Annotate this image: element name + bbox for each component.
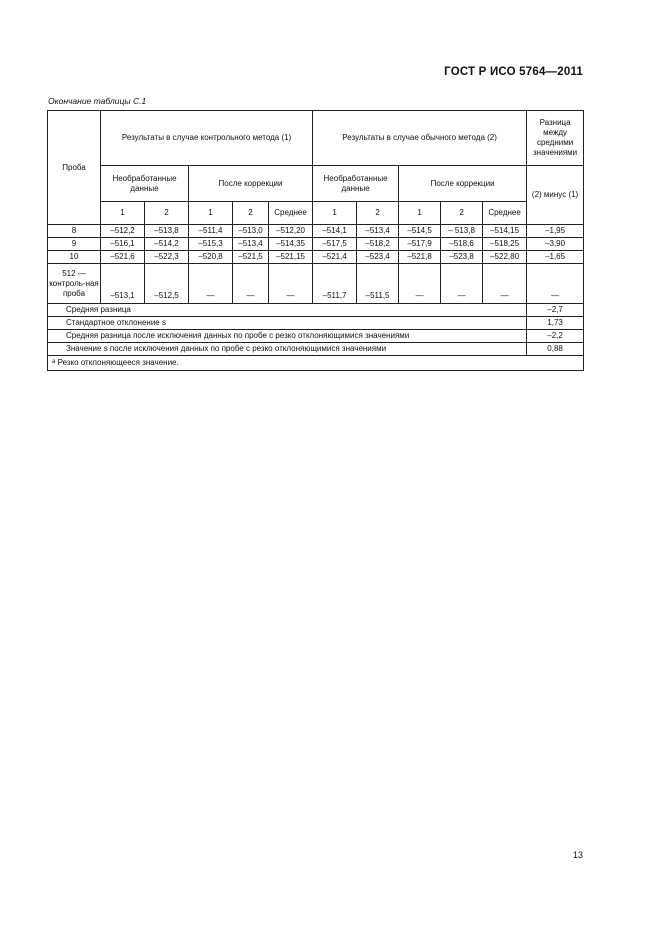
cell-value: –512,20: [269, 225, 313, 238]
cell-value: –514,2: [145, 238, 189, 251]
header-col-mean: Среднее: [483, 202, 527, 225]
summary-row: [48, 343, 584, 356]
control-sample-row: [48, 264, 584, 304]
cell-value: –511,4: [189, 225, 233, 238]
footnote-text: Резко отклоняющееся значение.: [57, 358, 179, 367]
header-usual-method: Результаты в случае обычного метода (2): [313, 111, 527, 166]
cell-value: –513,4: [357, 225, 399, 238]
cell-value: –514,1: [313, 225, 357, 238]
cell-value: –514,15: [483, 225, 527, 238]
cell-value: –513,8: [145, 225, 189, 238]
cell-value: –511,7: [313, 264, 357, 304]
summary-row: [48, 330, 584, 343]
cell-value: –518,2: [357, 238, 399, 251]
header-difference: Разница между средними значениями: [527, 111, 584, 166]
summary-value: –2,2: [527, 330, 584, 343]
cell-value: –1,65: [527, 251, 584, 264]
cell-value: –521,15: [269, 251, 313, 264]
header-usual-raw: Необработанные данные: [313, 166, 399, 202]
cell-value: –513,4: [233, 238, 269, 251]
header-col-1: 1: [101, 202, 145, 225]
header-row-2: [48, 166, 584, 202]
cell-value: —: [233, 264, 269, 304]
cell-value: –521,5: [233, 251, 269, 264]
cell-value: –1,95: [527, 225, 584, 238]
results-table: [47, 110, 584, 371]
header-row-3: [48, 202, 584, 225]
cell-value: –513,0: [233, 225, 269, 238]
cell-value: –513,1: [101, 264, 145, 304]
page-number: 13: [572, 850, 583, 860]
cell-value: –3,90: [527, 238, 584, 251]
header-col-2: 2: [441, 202, 483, 225]
cell-value: —: [269, 264, 313, 304]
header-row-1: [48, 111, 584, 166]
cell-value: —: [441, 264, 483, 304]
header-control-raw: Необработанные данные: [101, 166, 189, 202]
header-diff-formula: (2) минус (1): [527, 166, 584, 225]
cell-value: – 513,8: [441, 225, 483, 238]
cell-value: –517,9: [399, 238, 441, 251]
header-sample: Проба: [48, 111, 101, 225]
cell-value: –518,25: [483, 238, 527, 251]
summary-row: [48, 304, 584, 317]
summary-label: Стандартное отклонение s: [48, 317, 527, 330]
cell-sample: 10: [48, 251, 101, 264]
summary-value: –2,7: [527, 304, 584, 317]
cell-value: –514,5: [399, 225, 441, 238]
cell-value: –523,8: [441, 251, 483, 264]
summary-value: 1,73: [527, 317, 584, 330]
header-control-method: Результаты в случае контрольного метода (1): [101, 111, 313, 166]
cell-value: –521,8: [399, 251, 441, 264]
cell-value: —: [527, 264, 584, 304]
cell-value: –521,4: [313, 251, 357, 264]
cell-sample: 9: [48, 238, 101, 251]
header-col-2: 2: [233, 202, 269, 225]
cell-value: –512,5: [145, 264, 189, 304]
header-col-2: 2: [357, 202, 399, 225]
cell-value: —: [399, 264, 441, 304]
table-row: [48, 238, 584, 251]
summary-value: 0,88: [527, 343, 584, 356]
cell-value: –512,2: [101, 225, 145, 238]
summary-label: Средняя разница: [48, 304, 527, 317]
cell-value: –522,80: [483, 251, 527, 264]
cell-value: –517,5: [313, 238, 357, 251]
header-col-2: 2: [145, 202, 189, 225]
cell-value: –518,6: [441, 238, 483, 251]
header-col-1: 1: [399, 202, 441, 225]
footnote-row: [48, 356, 584, 371]
summary-row: [48, 317, 584, 330]
header-col-1: 1: [313, 202, 357, 225]
cell-sample: 512 — контроль-ная проба: [48, 264, 101, 304]
cell-value: –520,8: [189, 251, 233, 264]
cell-value: –514,35: [269, 238, 313, 251]
document-id: ГОСТ Р ИСО 5764—2011: [444, 66, 583, 78]
cell-value: —: [483, 264, 527, 304]
table-row: [48, 225, 584, 238]
cell-value: –523,4: [357, 251, 399, 264]
header-control-corrected: После коррекции: [189, 166, 313, 202]
cell-sample: 8: [48, 225, 101, 238]
table-row: [48, 251, 584, 264]
cell-value: –522,3: [145, 251, 189, 264]
cell-value: –516,1: [101, 238, 145, 251]
cell-value: –521,6: [101, 251, 145, 264]
footnote: [48, 356, 584, 371]
footnote-mark: a: [52, 359, 56, 365]
cell-value: –511,5: [357, 264, 399, 304]
table-caption: Окончание таблицы С.1: [48, 96, 147, 106]
header-col-1: 1: [189, 202, 233, 225]
cell-value: —: [189, 264, 233, 304]
summary-label: Значение s после исключения данных по пробе с резко отклоняющимися значениями: [48, 343, 527, 356]
summary-label: Средняя разница после исключения данных по пробе с резко отклоняющимися значениями: [48, 330, 527, 343]
cell-value: –515,3: [189, 238, 233, 251]
header-col-mean: Среднее: [269, 202, 313, 225]
header-usual-corrected: После коррекции: [399, 166, 527, 202]
